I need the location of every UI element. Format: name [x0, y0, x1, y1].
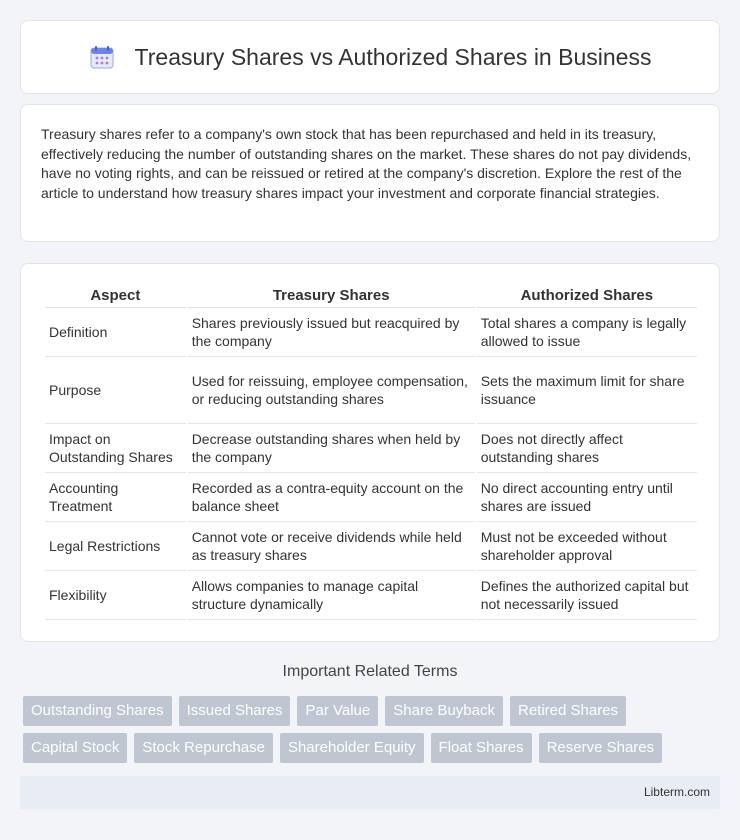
- footer-site-link[interactable]: Libterm.com: [643, 785, 710, 799]
- cell-authorized: Must not be exceeded without shareholder approval: [477, 522, 697, 571]
- related-terms-list: [23, 696, 723, 763]
- related-term-tag[interactable]: Capital Stock: [23, 733, 127, 763]
- table-header-row: [45, 284, 697, 308]
- table-row: [45, 357, 697, 424]
- page-title: Treasury Shares vs Authorized Shares in Business: [134, 43, 652, 70]
- table-row: [45, 424, 697, 473]
- related-term-tag[interactable]: Share Buyback: [385, 696, 503, 726]
- table-row: [45, 522, 697, 571]
- related-term-tag[interactable]: Par Value: [297, 696, 378, 726]
- header-treasury: Treasury Shares: [188, 284, 475, 308]
- cell-treasury: Used for reissuing, employee compensation, or reducing outstanding shares: [188, 357, 475, 424]
- related-term-tag[interactable]: Reserve Shares: [539, 733, 663, 763]
- cell-aspect: Definition: [45, 308, 186, 357]
- header-card: [20, 20, 720, 94]
- cell-aspect: Impact on Outstanding Shares: [45, 424, 186, 473]
- cell-treasury: Allows companies to manage capital structure dynamically: [188, 571, 475, 620]
- cell-authorized: Does not directly affect outstanding shares: [477, 424, 697, 473]
- cell-treasury: Shares previously issued but reacquired by the company: [188, 308, 475, 357]
- table-row: [45, 571, 697, 620]
- table-row: [45, 308, 697, 357]
- cell-treasury: Decrease outstanding shares when held by the company: [188, 424, 475, 473]
- related-term-tag[interactable]: Retired Shares: [510, 696, 626, 726]
- related-term-tag[interactable]: Float Shares: [431, 733, 532, 763]
- header-aspect: Aspect: [45, 284, 186, 308]
- cell-treasury: Recorded as a contra-equity account on the balance sheet: [188, 473, 475, 522]
- calendar-icon: [89, 44, 115, 70]
- cell-authorized: Defines the authorized capital but not necessarily issued: [477, 571, 697, 620]
- cell-aspect: Purpose: [45, 357, 186, 424]
- intro-card: [20, 104, 720, 242]
- related-terms-title: Important Related Terms: [282, 663, 458, 680]
- footer: [20, 776, 720, 809]
- related-term-tag[interactable]: Issued Shares: [179, 696, 291, 726]
- cell-aspect: Accounting Treatment: [45, 473, 186, 522]
- cell-aspect: Legal Restrictions: [45, 522, 186, 571]
- cell-authorized: Sets the maximum limit for share issuance: [477, 357, 697, 424]
- table-row: [45, 473, 697, 522]
- cell-aspect: Flexibility: [45, 571, 186, 620]
- comparison-card: [20, 263, 720, 642]
- cell-authorized: No direct accounting entry until shares are issued: [477, 473, 697, 522]
- cell-treasury: Cannot vote or receive dividends while held as treasury shares: [188, 522, 475, 571]
- comparison-table: [43, 284, 699, 620]
- related-term-tag[interactable]: Outstanding Shares: [23, 696, 172, 726]
- related-term-tag[interactable]: Shareholder Equity: [280, 733, 424, 763]
- intro-text: Treasury shares refer to a company's own stock that has been repurchased and held in its treasury, effectively reducing the number of outstanding shares on the market. These shares do not pay dividends, have no voting rights, and can be reissued or retired at the company's discretion. Explore the rest of the article to understand how treasury shares impact your investment and corporate financial strategies.: [41, 126, 692, 201]
- related-term-tag[interactable]: Stock Repurchase: [134, 733, 273, 763]
- header-authorized: Authorized Shares: [477, 284, 697, 308]
- cell-authorized: Total shares a company is legally allowed to issue: [477, 308, 697, 357]
